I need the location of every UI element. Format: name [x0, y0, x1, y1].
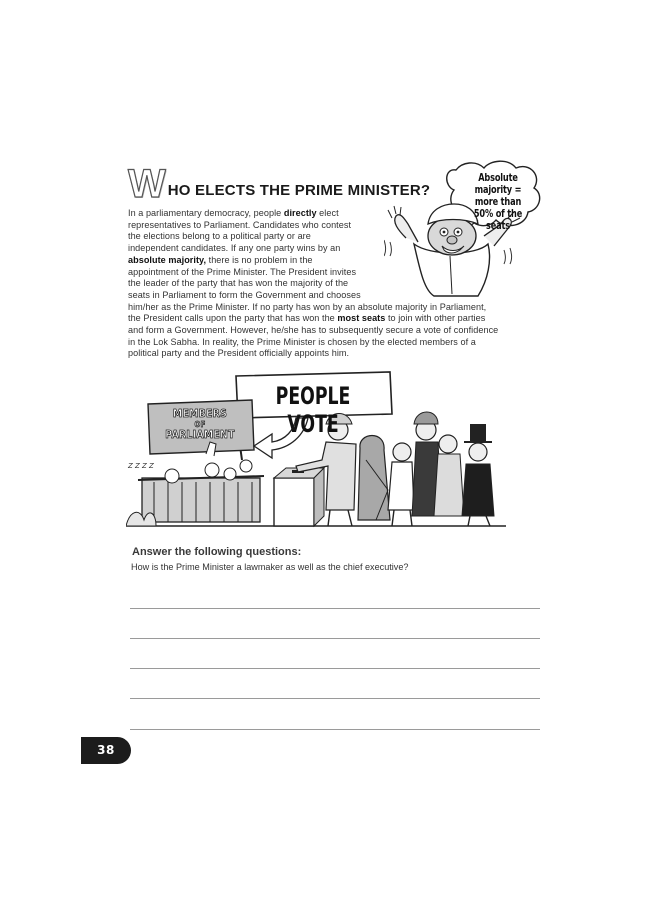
bubble-line-1: Absolute — [478, 172, 518, 184]
title-drop-cap: W — [128, 162, 166, 206]
page-number: 38 — [81, 737, 131, 764]
para-line: appointment of the Prime Minister. The President invites — [128, 266, 357, 277]
members-of-parliament-sign — [155, 408, 245, 441]
para-line: the leader of the party that has won the majority of the — [128, 278, 349, 289]
title-text: HO ELECTS THE PRIME MINISTER? — [167, 182, 431, 199]
para-line: the elections belong to a political party or are — [128, 231, 311, 242]
para-line: the President calls upon the party that has won the — [128, 313, 338, 324]
para-line: In a parliamentary democracy, people — [128, 208, 284, 218]
sleeping-zzz: Z Z Z Z — [128, 462, 154, 470]
answer-line-2[interactable] — [130, 638, 540, 639]
answer-line-5[interactable] — [130, 729, 540, 730]
para-line: political party and the President officially appoints him. — [128, 348, 350, 359]
people-vote-sign: PEOPLE VOTE — [275, 382, 351, 438]
questions-heading: Answer the following questions: — [132, 546, 302, 558]
answer-line-4[interactable] — [130, 698, 540, 699]
para-line: independent candidates. If any one party wins by an — [128, 243, 341, 254]
answer-line-3[interactable] — [130, 668, 540, 669]
para-bold: directly — [283, 208, 317, 218]
para-bold: absolute majority, — [128, 254, 207, 265]
mp-sign-line-1: MEMBERS — [172, 407, 228, 420]
answer-line-1[interactable] — [130, 608, 540, 609]
para-line: representatives to Parliament. Candidates who contest — [128, 219, 352, 230]
bubble-line-3: 50% of the seats — [473, 208, 523, 232]
bubble-line-2: majority = more than — [474, 184, 522, 208]
question-1: How is the Prime Minister a lawmaker as well as the chief executive? — [131, 562, 409, 572]
para-line: him/her as the Prime Minister. If no party has won by an absolute majority in Parliament, — [128, 301, 487, 312]
para-line: and form a Government. However, he/she has to subsequently secure a vote of confidence — [128, 325, 499, 336]
para-line: in the Lok Sabha. In reality, the Prime Minister is chosen by the elected members of a — [128, 336, 476, 347]
para-line: there is no problem in the — [206, 254, 313, 265]
para-line: elect — [316, 208, 339, 218]
mp-sign-line-3: PARLIAMENT — [165, 428, 235, 441]
para-line: seats in Parliament to form the Government and chooses — [128, 289, 361, 300]
mp-sign-line-2: OF — [194, 420, 206, 429]
para-bold: most seats — [337, 313, 386, 324]
para-line: to join with other parties — [385, 313, 486, 324]
body-paragraph — [128, 208, 540, 360]
